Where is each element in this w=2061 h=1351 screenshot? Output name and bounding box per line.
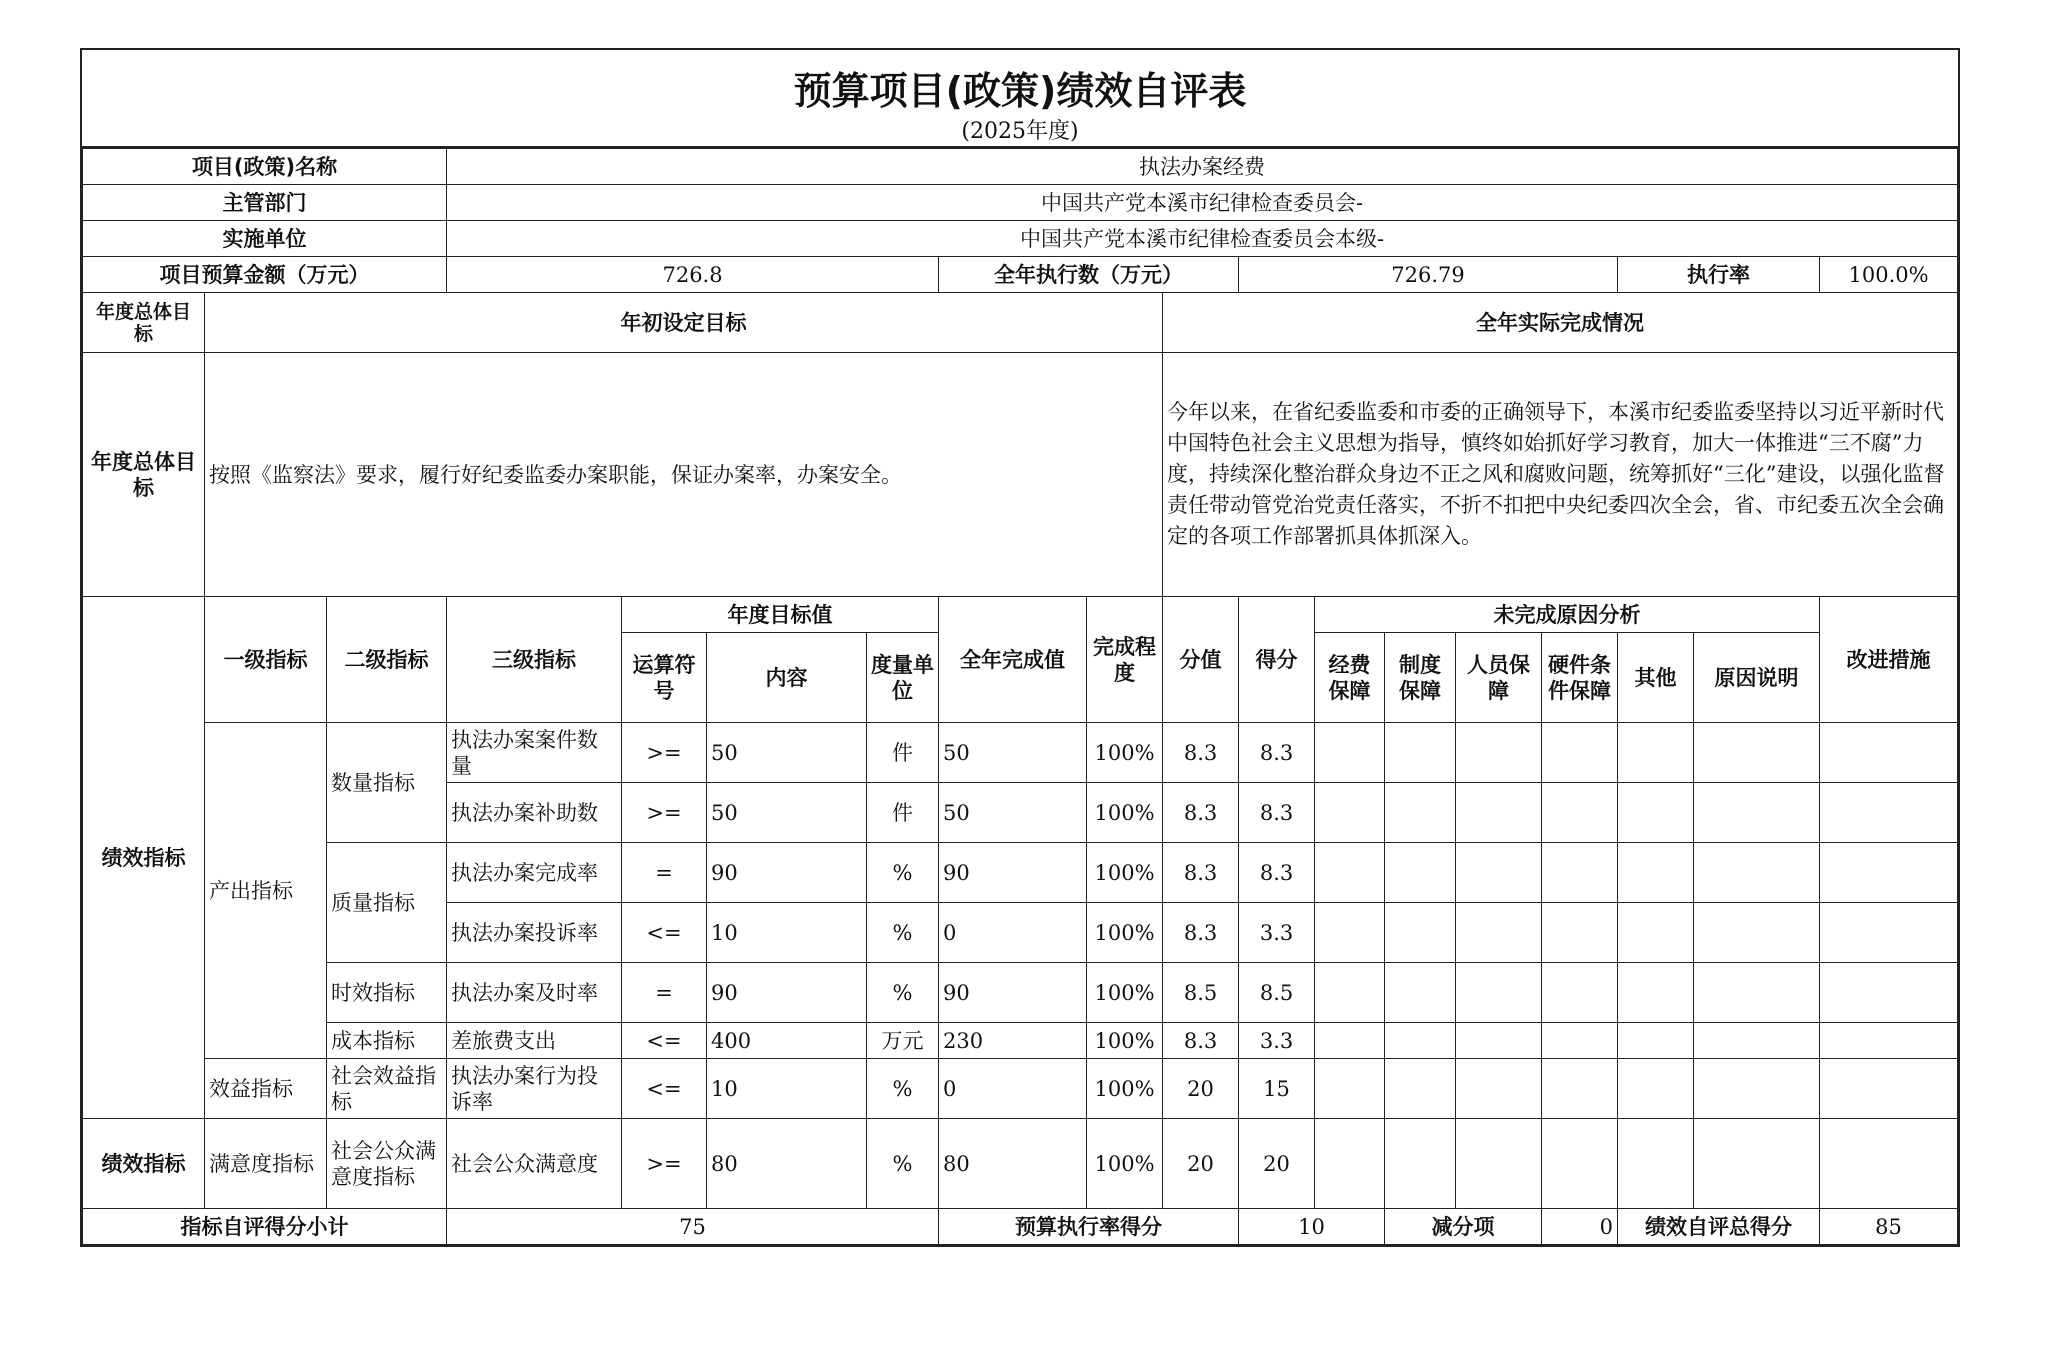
project-name-value: 执法办案经费	[447, 149, 1958, 185]
indicator-operator: >=	[622, 783, 707, 843]
budget-value: 726.8	[447, 257, 939, 293]
indicator-max-score: 8.3	[1163, 723, 1239, 783]
budget-label: 项目预算金额（万元）	[83, 257, 447, 293]
empty-cell	[1820, 1059, 1958, 1119]
department-value: 中国共产党本溪市纪律检查委员会-	[447, 185, 1958, 221]
table-row	[83, 1023, 1958, 1059]
indicator-max-score: 8.3	[1163, 903, 1239, 963]
empty-cell	[1456, 723, 1542, 783]
indicator-degree: 100%	[1087, 843, 1163, 903]
empty-cell	[1694, 1119, 1820, 1209]
reason-system-header: 制度保障	[1385, 633, 1456, 723]
empty-cell	[1456, 1023, 1542, 1059]
perf-indicator-label-2: 绩效指标	[83, 1119, 205, 1209]
indicator-degree: 100%	[1087, 783, 1163, 843]
goals-done-text: 今年以来，在省纪委监委和市委的正确领导下，本溪市纪委监委坚持以习近平新时代中国特色社会主义思想为指导，慎终如始抓好学习教育，加大一体推进“三不腐”力度，持续深化整治群众身边不正之风和腐败问题，统筹抓好“三化”建设，以强化监督责任带动管党治党责任落实，不折不扣把中央纪委四次全会，省、市纪委五次全会确定的各项工作部署抓具体抓深入。	[1163, 353, 1958, 597]
indicator-degree: 100%	[1087, 963, 1163, 1023]
evaluation-table	[82, 148, 1958, 1245]
indicator-operator: =	[622, 963, 707, 1023]
goals-content-row	[83, 353, 1958, 597]
empty-cell	[1820, 963, 1958, 1023]
empty-cell	[1315, 1059, 1385, 1119]
benefit-indicator: 效益指标	[205, 1059, 327, 1119]
total-score-value: 85	[1820, 1209, 1958, 1245]
empty-cell	[1820, 1023, 1958, 1059]
indicator-unit: %	[867, 903, 939, 963]
project-name-row	[83, 149, 1958, 185]
table-row	[83, 1119, 1958, 1209]
empty-cell	[1694, 843, 1820, 903]
indicator-content: 400	[707, 1023, 867, 1059]
execution-value: 726.79	[1239, 257, 1618, 293]
indicator-max-score: 20	[1163, 1119, 1239, 1209]
indicator-max-score: 20	[1163, 1059, 1239, 1119]
goals-set-header: 年初设定目标	[205, 293, 1163, 353]
score-header: 得分	[1239, 597, 1315, 723]
reason-note-header: 原因说明	[1694, 633, 1820, 723]
table-row	[83, 1059, 1958, 1119]
empty-cell	[1542, 1119, 1618, 1209]
empty-cell	[1820, 783, 1958, 843]
reason-funding-header: 经费保障	[1315, 633, 1385, 723]
project-name-label: 项目(政策)名称	[83, 149, 447, 185]
indicator-score: 15	[1239, 1059, 1315, 1119]
indicator-header-row-1	[83, 597, 1958, 633]
empty-cell	[1542, 1059, 1618, 1119]
indicator-content: 80	[707, 1119, 867, 1209]
empty-cell	[1618, 843, 1694, 903]
execution-rate-label: 执行率	[1618, 257, 1820, 293]
indicator-degree: 100%	[1087, 723, 1163, 783]
empty-cell	[1385, 1119, 1456, 1209]
empty-cell	[1542, 903, 1618, 963]
empty-cell	[1694, 903, 1820, 963]
empty-cell	[1385, 1059, 1456, 1119]
reason-staff-header: 人员保障	[1456, 633, 1542, 723]
indicator-name: 执法办案投诉率	[447, 903, 622, 963]
max-score-header: 分值	[1163, 597, 1239, 723]
cost-indicator: 成本指标	[327, 1023, 447, 1059]
goals-header-row	[83, 293, 1958, 353]
indicator-operator: >=	[622, 1119, 707, 1209]
output-indicator: 产出指标	[205, 723, 327, 1059]
completion-degree-header: 完成程度	[1087, 597, 1163, 723]
empty-cell	[1385, 903, 1456, 963]
empty-cell	[1385, 723, 1456, 783]
indicator-name: 社会公众满意度	[447, 1119, 622, 1209]
empty-cell	[1820, 903, 1958, 963]
indicator-degree: 100%	[1087, 1059, 1163, 1119]
indicator-unit: 件	[867, 783, 939, 843]
indicator-degree: 100%	[1087, 1119, 1163, 1209]
empty-cell	[1542, 843, 1618, 903]
indicator-score: 8.3	[1239, 723, 1315, 783]
indicator-unit: 件	[867, 723, 939, 783]
empty-cell	[1456, 1119, 1542, 1209]
indicator-max-score: 8.3	[1163, 843, 1239, 903]
empty-cell	[1542, 723, 1618, 783]
empty-cell	[1618, 1023, 1694, 1059]
subtotal-label: 指标自评得分小计	[83, 1209, 447, 1245]
deduction-value: 0	[1542, 1209, 1618, 1245]
empty-cell	[1315, 1119, 1385, 1209]
unit-row	[83, 221, 1958, 257]
empty-cell	[1315, 843, 1385, 903]
indicator-name: 执法办案完成率	[447, 843, 622, 903]
level3-header: 三级指标	[447, 597, 622, 723]
empty-cell	[1618, 1119, 1694, 1209]
goals-content-label: 年度总体目标	[83, 353, 205, 597]
indicator-actual: 80	[939, 1119, 1087, 1209]
empty-cell	[1315, 963, 1385, 1023]
indicator-score: 8.3	[1239, 783, 1315, 843]
indicator-unit: %	[867, 1059, 939, 1119]
empty-cell	[1456, 963, 1542, 1023]
unit-label: 实施单位	[83, 221, 447, 257]
budget-row	[83, 257, 1958, 293]
indicator-operator: <=	[622, 903, 707, 963]
indicator-actual: 50	[939, 783, 1087, 843]
self-evaluation-form	[80, 48, 1960, 1247]
subtotal-value: 75	[447, 1209, 939, 1245]
indicator-content: 50	[707, 783, 867, 843]
form-header	[82, 50, 1958, 148]
goals-set-text: 按照《监察法》要求，履行好纪委监委办案职能，保证办案率，办案安全。	[205, 353, 1163, 597]
department-label: 主管部门	[83, 185, 447, 221]
empty-cell	[1694, 1023, 1820, 1059]
empty-cell	[1820, 843, 1958, 903]
indicator-actual: 90	[939, 843, 1087, 903]
indicator-unit: 万元	[867, 1023, 939, 1059]
empty-cell	[1385, 1023, 1456, 1059]
social-benefit-indicator: 社会效益指标	[327, 1059, 447, 1119]
form-year: (2025年度)	[961, 119, 1079, 144]
indicator-max-score: 8.3	[1163, 1023, 1239, 1059]
empty-cell	[1315, 723, 1385, 783]
indicator-degree: 100%	[1087, 903, 1163, 963]
target-value-header: 年度目标值	[622, 597, 939, 633]
indicator-operator: >=	[622, 723, 707, 783]
indicator-degree: 100%	[1087, 1023, 1163, 1059]
empty-cell	[1542, 963, 1618, 1023]
indicator-name: 执法办案行为投诉率	[447, 1059, 622, 1119]
indicator-name: 差旅费支出	[447, 1023, 622, 1059]
empty-cell	[1456, 903, 1542, 963]
empty-cell	[1820, 1119, 1958, 1209]
satisfaction-indicator: 满意度指标	[205, 1119, 327, 1209]
table-row	[83, 723, 1958, 783]
indicator-max-score: 8.3	[1163, 783, 1239, 843]
indicator-actual: 0	[939, 1059, 1087, 1119]
reason-other-header: 其他	[1618, 633, 1694, 723]
empty-cell	[1618, 903, 1694, 963]
reason-analysis-header: 未完成原因分析	[1315, 597, 1820, 633]
improvement-header: 改进措施	[1820, 597, 1958, 723]
indicator-actual: 230	[939, 1023, 1087, 1059]
empty-cell	[1315, 1023, 1385, 1059]
reason-hardware-header: 硬件条件保障	[1542, 633, 1618, 723]
indicator-content: 90	[707, 963, 867, 1023]
indicator-content: 90	[707, 843, 867, 903]
indicator-actual: 90	[939, 963, 1087, 1023]
indicator-operator: =	[622, 843, 707, 903]
goals-header-label: 年度总体目标	[83, 293, 205, 353]
empty-cell	[1618, 963, 1694, 1023]
table-row	[83, 963, 1958, 1023]
indicator-score: 20	[1239, 1119, 1315, 1209]
empty-cell	[1618, 1059, 1694, 1119]
indicator-score: 8.3	[1239, 843, 1315, 903]
indicator-score: 8.5	[1239, 963, 1315, 1023]
empty-cell	[1456, 783, 1542, 843]
total-score-label: 绩效自评总得分	[1618, 1209, 1820, 1245]
unit-header: 度量单位	[867, 633, 939, 723]
goals-done-header: 全年实际完成情况	[1163, 293, 1958, 353]
perf-indicator-label: 绩效指标	[83, 597, 205, 1119]
empty-cell	[1315, 903, 1385, 963]
operator-header: 运算符号	[622, 633, 707, 723]
department-row	[83, 185, 1958, 221]
public-satisfaction-indicator: 社会公众满意度指标	[327, 1119, 447, 1209]
indicator-name: 执法办案案件数量	[447, 723, 622, 783]
indicator-content: 10	[707, 1059, 867, 1119]
actual-value-header: 全年完成值	[939, 597, 1087, 723]
deduction-label: 减分项	[1385, 1209, 1542, 1245]
unit-value: 中国共产党本溪市纪律检查委员会本级-	[447, 221, 1958, 257]
quantity-indicator: 数量指标	[327, 723, 447, 843]
empty-cell	[1385, 963, 1456, 1023]
indicator-actual: 50	[939, 723, 1087, 783]
indicator-unit: %	[867, 1119, 939, 1209]
footer-row	[83, 1209, 1958, 1245]
budget-score-label: 预算执行率得分	[939, 1209, 1239, 1245]
quality-indicator: 质量指标	[327, 843, 447, 963]
empty-cell	[1385, 783, 1456, 843]
table-row	[83, 843, 1958, 903]
indicator-unit: %	[867, 963, 939, 1023]
level1-header: 一级指标	[205, 597, 327, 723]
indicator-score: 3.3	[1239, 1023, 1315, 1059]
form-title: 预算项目(政策)绩效自评表	[793, 69, 1247, 113]
empty-cell	[1694, 783, 1820, 843]
empty-cell	[1694, 1059, 1820, 1119]
indicator-content: 50	[707, 723, 867, 783]
indicator-actual: 0	[939, 903, 1087, 963]
indicator-name: 执法办案补助数	[447, 783, 622, 843]
empty-cell	[1456, 843, 1542, 903]
empty-cell	[1315, 783, 1385, 843]
empty-cell	[1618, 723, 1694, 783]
execution-rate-value: 100.0%	[1820, 257, 1958, 293]
empty-cell	[1694, 723, 1820, 783]
indicator-name: 执法办案及时率	[447, 963, 622, 1023]
content-header: 内容	[707, 633, 867, 723]
indicator-unit: %	[867, 843, 939, 903]
empty-cell	[1385, 843, 1456, 903]
indicator-max-score: 8.5	[1163, 963, 1239, 1023]
empty-cell	[1456, 1059, 1542, 1119]
budget-score-value: 10	[1239, 1209, 1385, 1245]
indicator-content: 10	[707, 903, 867, 963]
execution-label: 全年执行数（万元）	[939, 257, 1239, 293]
empty-cell	[1618, 783, 1694, 843]
indicator-score: 3.3	[1239, 903, 1315, 963]
timeliness-indicator: 时效指标	[327, 963, 447, 1023]
empty-cell	[1542, 783, 1618, 843]
level2-header: 二级指标	[327, 597, 447, 723]
empty-cell	[1542, 1023, 1618, 1059]
indicator-operator: <=	[622, 1059, 707, 1119]
empty-cell	[1694, 963, 1820, 1023]
indicator-operator: <=	[622, 1023, 707, 1059]
empty-cell	[1820, 723, 1958, 783]
